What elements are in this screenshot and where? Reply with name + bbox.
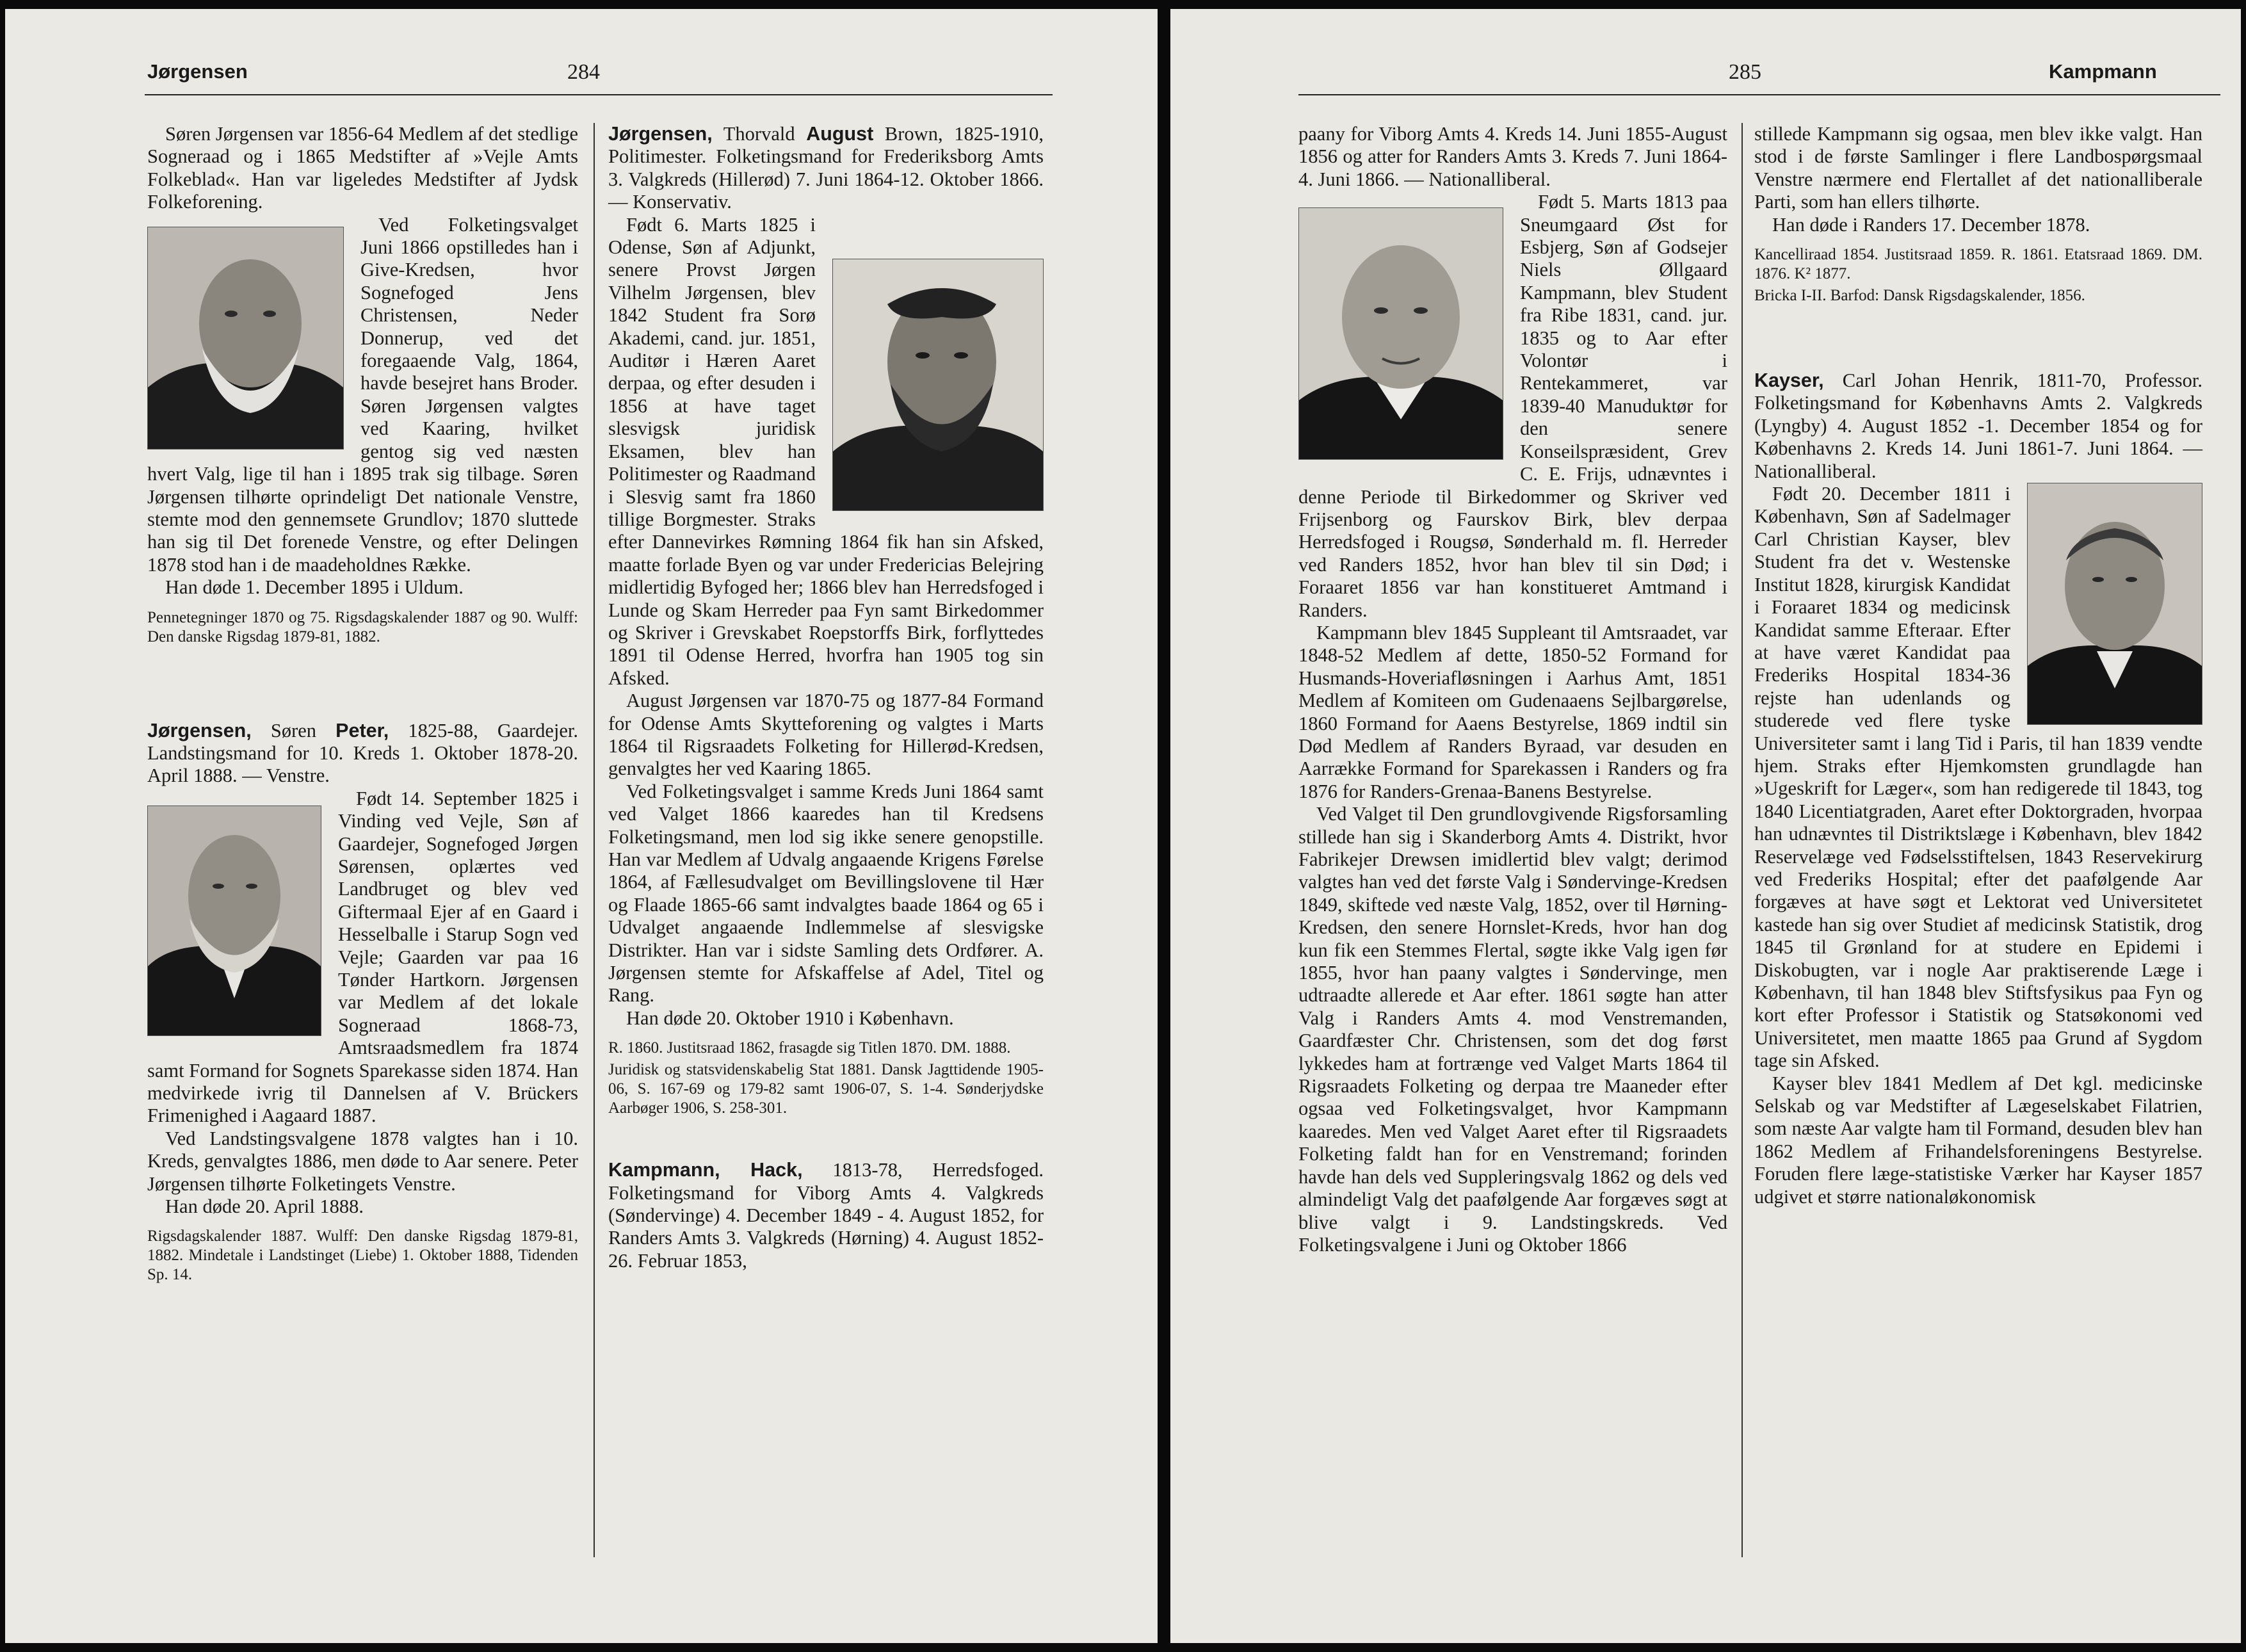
left-column-2 xyxy=(608,123,1044,1272)
references: Juridisk og statsvidenskabelig Stat 1881. Dansk Jagttidende 1905-06, S. 167-69 og 179-82 samt 1906-07, S. 1-4. Sønderjydske Aarbøger 1906, S. 258-301. xyxy=(608,1061,1044,1117)
entry-intro: Jørgensen, Søren Peter, 1825-88, Gaardejer. Landstingsmand for 10. Kreds 1. Oktober 1878-20. April 1888. — Venstre. xyxy=(147,719,578,787)
paragraph: Født 20. December 1811 i København, Søn af Sadelmager Carl Christian Kayser, blev Student fra det v. Westenske Institut 1828, kirurgisk Kandidat i Foraaret 1834 og medicinsk Kandidat samme Efteraar. Efter at have været Kandidat paa Frederiks Hospital 1834-36 rejste han udenlands og studerede ved flere tyske Universiteter samt i lang Tid i Paris, til han 1839 vendte hjem. Straks efter Hjemkomsten grundlagde han »Ugeskrift for Læger«, som han redigerede til 1843, tog 1840 Licentiatgraden, Aaret efter Doktorgraden, hvorpaa han udnævntes til Distriktslæge i København, blev 1842 Reservelæge ved Fødselsstiftelsen, 1843 Reservekirurg ved Frederiks Hospital; efter det paafølgende Aar forgæves at have søgt et Lektorat ved Universitetet kastede han sig over Studiet af medicinsk Statistik, drog 1845 til Grønland for at studere en Epidemi i Diskobugten, var i nogle Aar praktiserende Læge i København, til han 1848 blev Stiftsfysikus paa Fyn og kort efter Professor i Statistik og Statsøkonomi ved Universitetet, men maatte 1865 paa Grund af Sygdom tage sin Afsked. xyxy=(1754,483,2202,1072)
entry-intro: Jørgensen, Thorvald August Brown, 1825-1910, Politimester. Folketingsmand for Frederiksborg Amts 3. Valgkreds (Hillerød) 7. Juni 1864-12. Oktober 1866. — Konservativ. xyxy=(608,123,1044,213)
references: Bricka I-II. Barfod: Dansk Rigsdagskalender, 1856. xyxy=(1754,287,2085,305)
portrait-carl-kayser xyxy=(2027,483,2202,725)
left-page xyxy=(5,9,1158,1643)
portrait-image xyxy=(833,259,1043,510)
paragraph: Født 5. Marts 1813 paa Sneumgaard Øst for Esbjerg, Søn af Godsejer Niels Øllgaard Kampmann, blev Student fra Ribe 1831, cand. jur. 1835 og to Aar efter Volontør i Rentekammeret, var 1839-40 Manuduktør for den senere Konseilspræsident, Grev C. E. Frijs, udnævntes i denne Periode til Birkedommer og Skriver ved Frijsenborg og Faurskov Birk, blev derpaa Herredsfoged i Rougsø, Sønderhald m. fl. Herreder ved Randers 1852, hvor han blev til sin Død; i Foraaret 1856 var han konstitueret Amtmand i Randers. xyxy=(1298,191,1727,621)
paragraph: Født 6. Marts 1825 i Odense, Søn af Adjunkt, senere Provst Jørgen Vilhelm Jørgensen, blev 1842 Student fra Sorø Akademi, cand. jur. 1851, Auditør i Hæren Aaret derpaa, og efter desuden i 1856 at have taget slesvigsk juridisk Eksamen, blev han Politimester og Raadmand i Slesvig samt fra 1860 tillige Borgmester. Straks efter Dannevirkes Rømning 1864 fik han sin Afsked, maatte forlade Byen og var under Fredericias Belejring midlertidig Byfoged her; 1866 blev han Herredsfoged i Lunde og Skam Herreder paa Fyn samt Birkedommer og Skriver i Grevskabet Roepstorffs Birk, forflyttedes 1891 til Odense Herred, hvorfra han 1905 tog sin Afsked. xyxy=(608,213,1044,689)
right-page xyxy=(1170,9,2241,1643)
header-rule xyxy=(145,94,1053,95)
entry-callname: Peter, xyxy=(335,719,389,741)
paragraph: Søren Jørgensen var 1856-64 Medlem af det stedlige Sogneraad og i 1865 Medstifter af »Vejle Amts Folkeblad«. Han var ligeledes Medstifter af Jydsk Folkeforening. xyxy=(147,123,578,213)
column-rule xyxy=(594,123,595,1557)
header-rule xyxy=(1298,94,2220,95)
portrait-august-jorgensen xyxy=(832,259,1044,511)
portrait-peter-jorgensen xyxy=(147,806,321,1036)
paragraph: Han døde i Randers 17. December 1878. xyxy=(1772,213,2090,236)
references: Pennetegninger 1870 og 75. Rigsdagskalender 1887 og 90. Wulff: Den danske Rigsdag 1879-81, 1882. xyxy=(147,608,578,645)
paragraph: Født 14. September 1825 i Vinding ved Vejle, Søn af Gaardejer, Sognefoged Jørgen Sørensen, oplærtes ved Landbruget og blev ved Giftermaal Ejer af en Gaard i Hesselballe i Starup Sogn ved Vejle; Gaarden var paa 16 Tønder Hartkorn. Jørgensen var Medlem af det lokale Sogneraad 1868-73, Amtsraadsmedlem fra 1874 samt Formand for Sognets Sparekasse siden 1874. Han medvirkede ivrig til Dannelsen af V. Brückers Frimenighed i Aagaard 1887. xyxy=(147,787,578,1127)
paragraph: Kayser blev 1841 Medlem af Det kgl. medicinske Selskab og var Medstifter af Lægeselskabet Filatrien, som næste Aar valgte ham til Formand, desuden blev han 1862 Medlem af Frihandelsforeningens Bestyrelse. Foruden flere læge-statistiske Værker har Kayser 1857 udgivet et større nationaløkonomisk xyxy=(1754,1072,2202,1208)
paragraph: Han døde 20. April 1888. xyxy=(165,1195,364,1218)
entry-headword: Jørgensen, xyxy=(608,123,713,145)
page-number-right: 285 xyxy=(1729,60,1761,84)
portrait-image xyxy=(148,227,343,449)
entry-intro: Kayser, Carl Johan Henrik, 1811-70, Professor. Folketingsmand for Københavns Amts 2. Valgkreds (Lyngby) 4. August 1852 -1. December 1854 og for Københavns 2. Kreds 14. Juni 1861-7. Juni 1864. — Nationalliberal. xyxy=(1754,369,2202,482)
paragraph: paany for Viborg Amts 4. Kreds 14. Juni 1855-August 1856 og atter for Randers Amts 3. Kreds 7. Juni 1864-4. Juni 1866. — Nationalliberal. xyxy=(1298,123,1727,190)
entry-callname: August xyxy=(806,123,874,145)
right-column-1 xyxy=(1298,123,1727,1256)
column-rule xyxy=(1741,123,1743,1557)
portrait-image xyxy=(148,806,321,1035)
right-column-2 xyxy=(1754,123,2202,1208)
portrait-image xyxy=(1299,208,1503,459)
paragraph: Ved Folketingsvalget Juni 1866 opstilledes han i Give-Kredsen, hvor Sognefoged Jens Christensen, Neder Donnerup, ved det foregaaende Valg, 1864, havde besejret hans Broder. Søren Jørgensen valgtes ved Kaaring, hvilket gentog sig ved næsten hvert Valg, lige til han i 1895 trak sig tilbage. Søren Jørgensen tilhørte oprindeligt Det nationale Venstre, stemte mod den gennemsete Grundlov; 1870 sluttede han sig til Det forenede Venstre, og efter Delingen 1878 stod han i de maadeholdnes Række. xyxy=(147,213,578,576)
paragraph: Kampmann blev 1845 Suppleant til Amtsraadet, var 1848-52 Medlem af dette, 1850-52 Formand for Husmands-Hoveriafløsningen i Aarhus Amt, 1851 Medlem af Komiteen om Gudenaaens Sejlbargørelse, 1860 Formand for Aaens Bestyrelse, 1869 indtil sin Død Medlem af Randers Byraad, var desuden en Aarrække Formand for Sparekassen i Randers og fra 1876 for Randers-Grenaa-Banens Bestyrelse. xyxy=(1298,621,1727,802)
paragraph: August Jørgensen var 1870-75 og 1877-84 Formand for Odense Amts Skytteforening og valgtes i Marts 1864 til Rigsraadets Folketing for Hillerød-Kredsen, genvalgtes her ved Kaaring 1865. xyxy=(608,690,1044,780)
paragraph: Han døde 20. Oktober 1910 i København. xyxy=(626,1007,954,1029)
paragraph: Ved Valget til Den grundlovgivende Rigsforsamling stillede han sig i Skanderborg Amts 4. Distrikt, hvor Fabrikejer Drewsen imidlertid blev valgt; derimod valgtes han ved det første Valg i Søndervinge-Kredsen 1849, skiftede ved næste Valg, 1852, over til Hørning-Kredsen, den senere Hornslet-Kreds, hvor han dog kun fik een Stemmes Flertal, søgte ikke Valg igen før 1855, hvor han paany valgtes i Søndervinge, men udtraadte allerede et Aar efter. 1861 søgte han atter Valg i Randers Amts 4. mod Venstremanden, Gaardfæster Chr. Christensen, som det dog først lykkedes ham at fortrænge ved Valget Marts 1864 til Rigsraadets Folketing og derpaa tre Maaneder efter ogsaa ved Folketingsvalget, hvor Kampmann kaaredes. Men ved Valget Aaret efter til Rigsraadets Folketing faldt han for en Venstremand; forinden havde han dels ved Suppleringsvalg 1862 og dels ved almindeligt Valg det paafølgende Aar forgæves søgt at blive valgt i 9. Landstingskreds. Ved Folketingsvalgene i Juni og Oktober 1866 xyxy=(1298,803,1727,1256)
paragraph: Ved Landstingsvalgene 1878 valgtes han i 10. Kreds, genvalgtes 1886, men døde to Aar senere. Peter Jørgensen tilhørte Folketingets Venstre. xyxy=(147,1127,578,1195)
left-column-1 xyxy=(147,123,578,1287)
entry-headword: Jørgensen, xyxy=(147,719,252,741)
paragraph: stillede Kampmann sig ogsaa, men blev ikke valgt. Han stod i de første Samlinger i flere Landbospørgsmaal Venstre nærmere end Flertallet af det nationalliberale Parti, som han ellers tilhørte. xyxy=(1754,123,2202,213)
entry-headword: Kayser, xyxy=(1754,369,1824,392)
running-head-right: Kampmann xyxy=(2049,60,2157,83)
references: Rigsdagskalender 1887. Wulff: Den danske Rigsdag 1879-81, 1882. Mindetale i Landstinget (Liebe) 1. Oktober 1888, Tidenden Sp. 14. xyxy=(147,1227,578,1284)
entry-intro: Kampmann, Hack, 1813-78, Herredsfoged. Folketingsmand for Viborg Amts 4. Valgkreds (Søndervinge) 4. December 1849 - 4. August 1852, for Randers Amts 3. Valgkreds (Hørning) 4. August 1852-26. Februar 1853, xyxy=(608,1159,1044,1272)
references: Kancelliraad 1854. Justitsraad 1859. R. 1861. Etatsraad 1869. DM. 1876. K² 1877. xyxy=(1754,246,2202,283)
portrait-soren-jorgensen xyxy=(147,227,344,449)
portrait-hack-kampmann xyxy=(1298,207,1503,460)
portrait-image xyxy=(2028,483,2202,724)
references: R. 1860. Justitsraad 1862, frasagde sig Titlen 1870. DM. 1888. xyxy=(608,1039,1011,1057)
running-head-left: Jørgensen xyxy=(147,60,248,83)
entry-headword: Kampmann, Hack, xyxy=(608,1159,803,1181)
paragraph: Han døde 1. December 1895 i Uldum. xyxy=(165,576,464,599)
paragraph: Ved Folketingsvalget i samme Kreds Juni 1864 samt ved Valget 1866 kaaredes han til Kredsens Folketingsmand, men lod sig ikke senere genopstille. Han var Medlem af Udvalg angaaende Krigens Førelse 1864, af Fællesudvalget om Bevillingslovene til Hær og Flaade 1865-66 samt indvalgtes baade 1864 og 65 i Udvalget angaaende Indlemmelse af slesvigske Distrikter. Han var i sidste Samling dets Ordfører. A. Jørgensen stemte for Afskaffelse af Adel, Titel og Rang. xyxy=(608,780,1044,1007)
page-number-left: 284 xyxy=(567,60,600,84)
